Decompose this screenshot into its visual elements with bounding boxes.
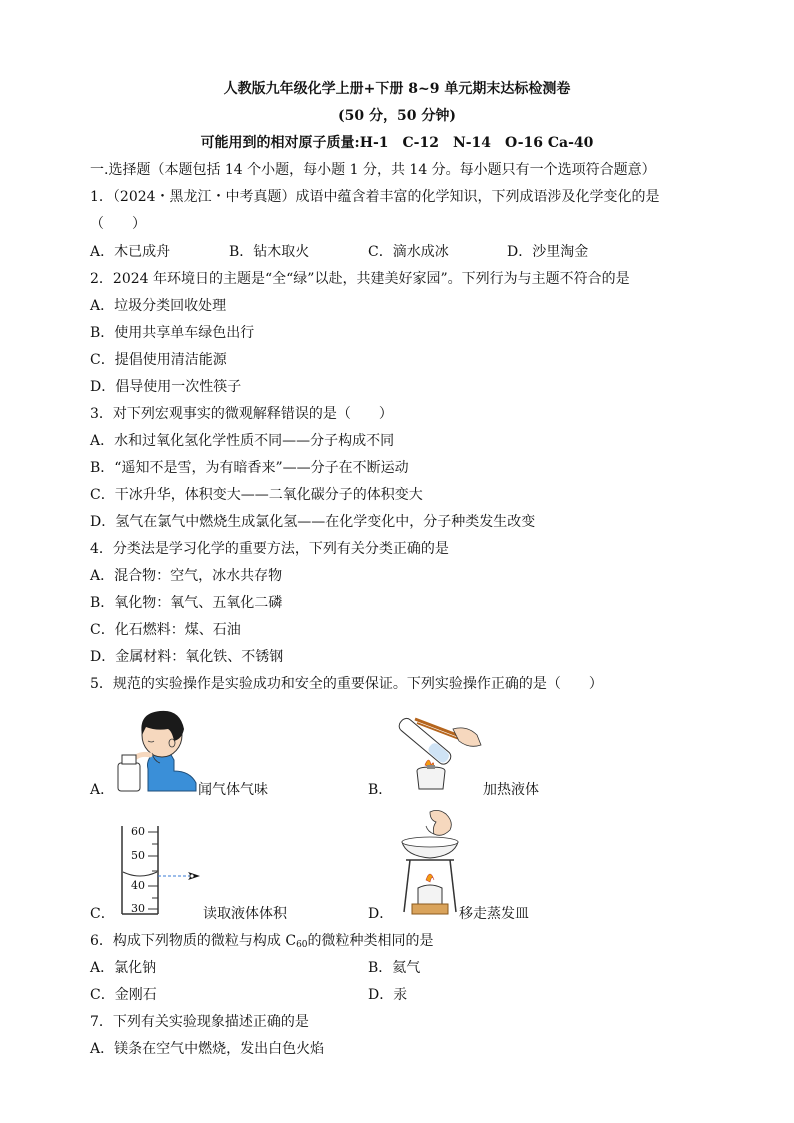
q2-option-d: D．倡导使用一次性筷子 [90,379,242,395]
heating-liquid-illustration [395,705,485,793]
q2-stem: 2．2024 年环境日的主题是“全“绿”以赴，共建美好家园”。下列行为与主题不符合的是 [90,271,630,287]
q4-stem: 4．分类法是学习化学的重要方法，下列有关分类正确的是 [90,541,449,557]
q5-option-b-caption: 加热液体 [483,782,539,798]
q6-stem-subscript: 60 [296,940,308,950]
q3-option-d: D．氢气在氯气中燃烧生成氯化氢——在化学变化中，分子种类发生改变 [90,514,536,530]
cylinder-tick-50: 50 [131,849,145,862]
q4-option-c: C．化石燃料：煤、石油 [90,622,241,638]
q5-option-a-caption: 闻气体气味 [198,782,268,798]
q4-option-b: B．氧化物：氧气、五氧化二磷 [90,595,283,611]
q5-option-b-letter: B． [368,782,393,798]
q3-stem: 3．对下列宏观事实的微观解释错误的是（ ） [90,406,393,422]
atomic-masses: 可能用到的相对原子质量:H-1 C-12 N-14 O-16 Ca-40 [200,135,594,151]
graduated-cylinder-illustration [112,822,212,918]
q6-stem [90,932,434,954]
q5-option-c-caption: 读取液体体积 [203,906,287,922]
q4-option-a: A．混合物：空气，冰水共存物 [90,568,283,584]
q1-stem: 1．（2024・黑龙江・中考真题）成语中蕴含着丰富的化学知识，下列成语涉及化学变化的是 [90,189,660,205]
cylinder-tick-40: 40 [131,879,145,892]
q5-option-d-letter: D． [368,906,394,922]
exam-subtitle: (50 分，50 分钟) [338,108,456,124]
q3-option-c: C．干冰升华，体积变大——二氧化碳分子的体积变大 [90,487,423,503]
q6-option-d: D．汞 [368,987,408,1003]
q3-option-a: A．水和过氧化氢化学性质不同——分子构成不同 [90,433,395,449]
q2-option-a: A．垃圾分类回收处理 [90,298,227,314]
q5-option-c-letter: C． [90,906,115,922]
q6-option-c: C．金刚石 [90,987,157,1003]
q1-option-d: D．沙里淘金 [507,244,589,260]
q1-option-a: A．木已成舟 [90,244,171,260]
q5-option-d-caption: 移走蒸发皿 [459,906,529,922]
q6-option-a: A．氯化钠 [90,960,157,976]
exam-title: 人教版九年级化学上册+下册 8~9 单元期末达标检测卷 [223,81,571,97]
q6-option-b: B．氦气 [368,960,421,976]
q6-stem-before: 6．构成下列物质的微粒与构成 C [90,933,297,949]
q6-stem-after: 的微粒种类相同的是 [307,933,434,949]
evaporating-dish-illustration [392,808,468,920]
q7-stem: 7．下列有关实验现象描述正确的是 [90,1014,309,1030]
q1-option-c: C．滴水成冰 [368,244,449,260]
cylinder-tick-60: 60 [131,825,145,838]
q5-stem: 5．规范的实验操作是实验成功和安全的重要保证。下列实验操作正确的是（ ） [90,676,603,692]
q2-option-c: C．提倡使用清洁能源 [90,352,227,368]
q3-option-b: B．“遥知不是雪，为有暗香来”——分子在不断运动 [90,460,409,476]
q2-option-b: B．使用共享单车绿色出行 [90,325,255,341]
q7-option-a: A．镁条在空气中燃烧，发出白色火焰 [90,1041,325,1057]
q1-answer-blank: （ ） [90,216,146,232]
smelling-gas-illustration [112,705,202,793]
q4-option-d: D．金属材料：氧化铁、不锈钢 [90,649,284,665]
q5-option-a-letter: A． [90,782,115,798]
cylinder-tick-30: 30 [131,902,145,915]
section-heading: 一.选择题（本题包括 14 个小题，每小题 1 分，共 14 分。每小题只有一个选项符合题意） [90,162,656,178]
q1-option-b: B．钻木取火 [229,244,310,260]
